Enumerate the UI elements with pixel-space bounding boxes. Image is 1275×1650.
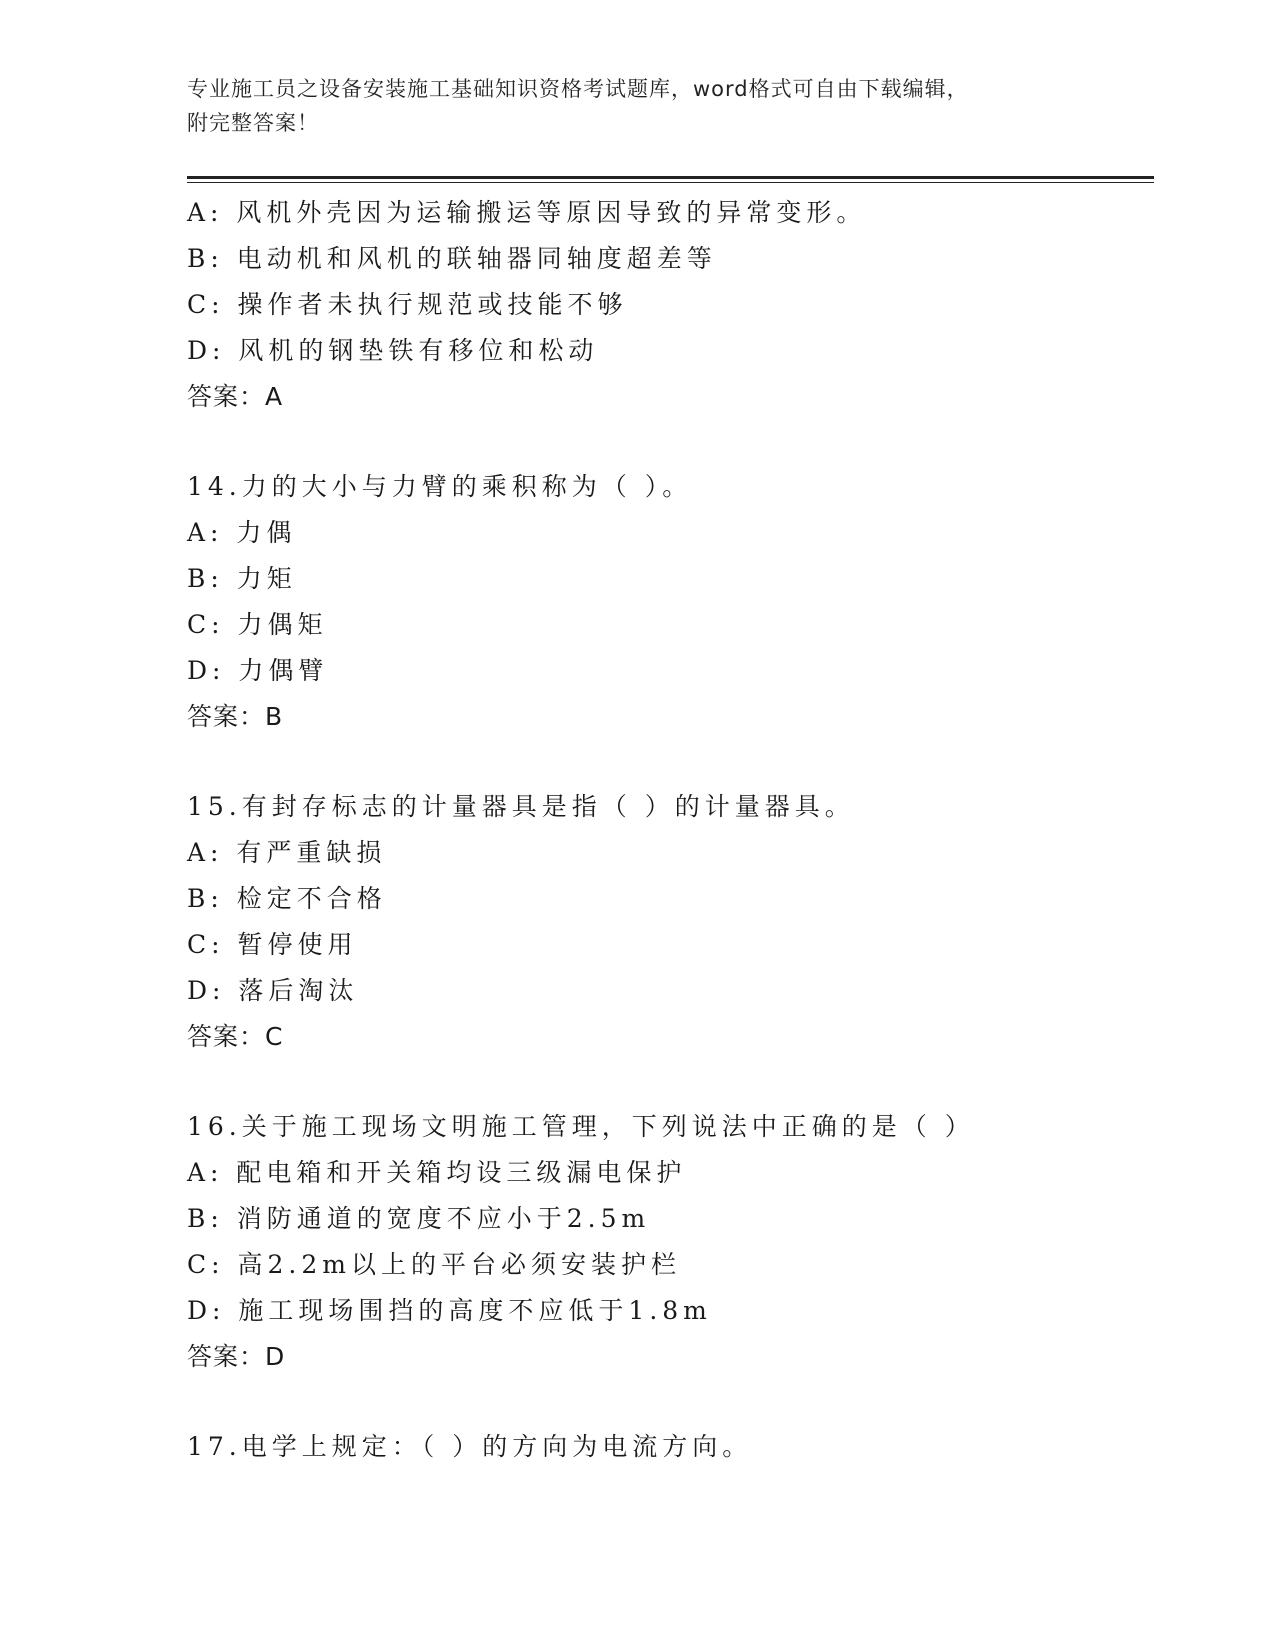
answer-line: 答案：D (187, 1342, 286, 1371)
header-line-1: 专业施工员之设备安装施工基础知识资格考试题库，word格式可自由下载编辑， (187, 77, 969, 101)
option-d: D: 力偶臂 (187, 656, 329, 685)
option-d: D: 风机的钢垫铁有移位和松动 (187, 336, 599, 365)
question-stem: 17.电学上规定：（ ）的方向为电流方向。 (187, 1432, 753, 1461)
option-c: C: 暂停使用 (187, 930, 358, 959)
answer-line: 答案：C (187, 1022, 284, 1051)
option-c: C: 高2.2m以上的平台必须安装护栏 (187, 1250, 681, 1279)
header-divider-thin (187, 182, 1154, 183)
option-b: B: 力矩 (187, 564, 297, 593)
option-a: A: 有严重缺损 (187, 838, 387, 867)
header-divider-thick (187, 176, 1154, 179)
option-d: D: 落后淘汰 (187, 976, 359, 1005)
document-header (187, 72, 1087, 140)
answer-line: 答案：A (187, 382, 284, 411)
option-b: B: 检定不合格 (187, 884, 387, 913)
header-line-2: 附完整答案！ (187, 111, 319, 135)
question-16 (187, 1104, 1147, 1380)
answer-line: 答案：B (187, 702, 284, 731)
option-a: A: 力偶 (187, 518, 297, 547)
question-17 (187, 1424, 1147, 1470)
option-c: C: 操作者未执行规范或技能不够 (187, 290, 628, 319)
question-stem: 14.力的大小与力臂的乘积称为（ ）。 (187, 472, 693, 501)
option-d: D: 施工现场围挡的高度不应低于1.8m (187, 1296, 712, 1325)
question-stem: 15.有封存标志的计量器具是指（ ）的计量器具。 (187, 792, 855, 821)
option-b: B: 消防通道的宽度不应小于2.5m (187, 1204, 651, 1233)
question-15 (187, 784, 1147, 1060)
question-14 (187, 464, 1147, 740)
option-c: C: 力偶矩 (187, 610, 328, 639)
option-b: B: 电动机和风机的联轴器同轴度超差等 (187, 244, 717, 273)
question-13-continued (187, 190, 1147, 420)
option-a: A: 风机外壳因为运输搬运等原因导致的异常变形。 (187, 198, 867, 227)
option-a: A: 配电箱和开关箱均设三级漏电保护 (187, 1158, 687, 1187)
question-content (187, 190, 1147, 1470)
question-stem: 16.关于施工现场文明施工管理，下列说法中正确的是（ ） (187, 1112, 975, 1141)
